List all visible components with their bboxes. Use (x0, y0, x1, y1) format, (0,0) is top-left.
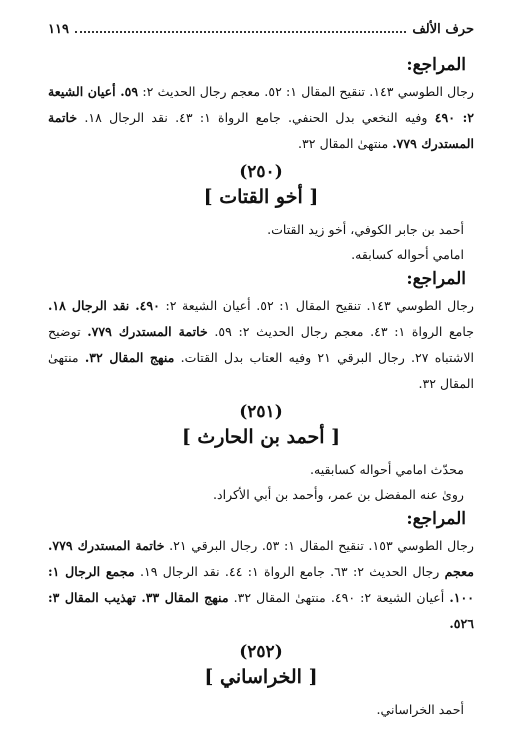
entry-number: (٢٥٠) (239, 162, 283, 182)
reference-bold: خاتمة المستدرك ٧٧٩. معجم (48, 538, 475, 579)
reference-segment: وفيه النخعي بدل الحنفي. جامع الرواة ١: ٤٣. نقد الرجال ١٨. (77, 110, 435, 125)
reference-bold: خاتمة المستدرك ٧٧٩. (48, 110, 474, 151)
entry-line: امامي أحواله كسابقه. (351, 247, 464, 262)
entry-title: [ أخو القتات ] (203, 186, 319, 208)
entry-line: محدّث امامي أحواله كسابقيه. (309, 462, 464, 477)
header-dot-leader (75, 31, 406, 33)
reference-segment: منتهىٰ المقال ٣٢. (298, 136, 393, 151)
reference-bold: مجمع الرجال ١: ١٠٠. (48, 564, 474, 605)
reference-segment: رجال الطوسي ١٤٣. تنقيح المقال ١: ٥٢. معجم رجال الحديث ٢: (138, 84, 474, 99)
reference-segment: رجال الطوسي ١٤٣. تنقيح المقال ١: ٥٢. أعيان الشيعة ٢: (159, 298, 474, 313)
references-heading: المراجع: (406, 509, 466, 529)
references-heading: المراجع: (406, 55, 466, 75)
reference-bold: منهج المقال ٣٢. (84, 350, 175, 365)
entry-line: روىٰ عنه المفضل بن عمر، وأحمد بن أبي الأكراد. (212, 487, 464, 502)
header-title: حرف الألف (412, 22, 474, 37)
reference-bold: منهج المقال ٣٣. تهذيب المقال ٣: ٥٢٦. (48, 590, 474, 631)
entry-line: أحمد بن جابر الكوفي، أخو زيد القتات. (267, 222, 464, 237)
reference-segment: أعيان الشيعة ٢: ٤٩٠. منتهىٰ المقال ٣٢. (228, 590, 450, 605)
running-header (48, 22, 474, 37)
entry-249-references (48, 53, 474, 157)
reference-bold: ٥٩. أعيان الشيعة ٢: ٤٩٠ (48, 84, 474, 125)
page-number: ١١٩ (48, 22, 69, 37)
entry-line: أحمد الخراساني. (376, 702, 464, 717)
references-text (48, 293, 474, 397)
references-heading: المراجع: (406, 269, 466, 289)
reference-segment: توضيح الاشتباه ٢٧. رجال البرقي ٢١ وفيه العتاب بدل القتات. (48, 324, 475, 365)
entry-number: (٢٥١) (239, 402, 283, 422)
entry-title: [ الخراساني ] (204, 666, 318, 688)
entry-252 (48, 641, 474, 722)
entry-251 (48, 401, 474, 637)
entry-title: [ أحمد بن الحارث ] (181, 426, 341, 448)
reference-segment: جامع الرواة ١: ٤٣. معجم رجال الحديث ٢: ٥٩. (207, 324, 475, 339)
entry-number: (٢٥٢) (239, 642, 283, 662)
references-text (48, 533, 474, 637)
reference-segment: رجال الحديث ٢: ٦٣. جامع الرواة ١: ٤٤. نقد الرجال ١٩. (134, 564, 445, 579)
reference-segment: منتهىٰ المقال ٣٢. (48, 350, 474, 391)
reference-bold: خاتمة المستدرك ٧٧٩. (87, 324, 208, 339)
references-text (48, 79, 474, 157)
reference-segment: رجال الطوسي ١٥٣. تنقيح المقال ١: ٥٣. رجال البرقي ٢١. (164, 538, 474, 553)
entry-250 (48, 161, 474, 397)
reference-bold: ٤٩٠. نقد الرجال ١٨. (48, 298, 160, 313)
